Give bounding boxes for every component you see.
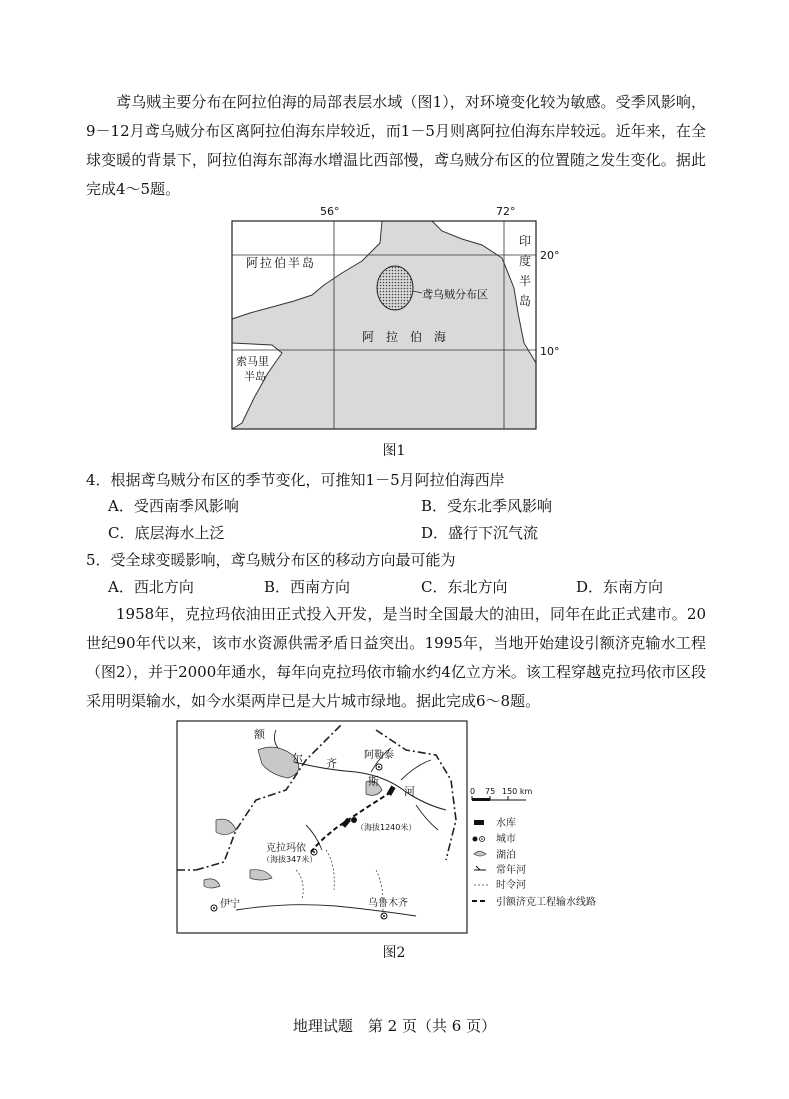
fig2-legend-city: 城市: [496, 834, 516, 845]
fig2-scale-150: 150 km: [502, 787, 533, 796]
fig2-river-char-4: 斯: [368, 775, 379, 788]
fig1-label-somali-2: 半岛: [244, 370, 266, 383]
page-footer: 地理试题 第 2 页（共 6 页）: [292, 1017, 497, 1035]
passage-2: 1958年，克拉玛依油田正式投入开发，是当时全国最大的油田，同年在此正式建市。20世纪90年代以来，该市水资源供需矛盾日益突出。1995年，当地开始建设引额济克输水工程（图2），并于2000年通水，每年向克拉玛依市输水约4亿立方米。该工程穿越克拉玛依市区段采用明渠输水，如今水渠两岸已是大片城市绿地。据此完成6～8题。: [86, 605, 706, 710]
fig1-label-india-3: 半: [519, 274, 532, 288]
question-4-option-a: A．受西南季风影响: [108, 497, 239, 515]
fig1-lat-10: 10°: [540, 345, 560, 358]
fig1-label-india-4: 岛: [519, 294, 532, 308]
fig1-label-arabia: 阿拉伯半岛: [246, 256, 317, 270]
fig2-city-karamay: 克拉玛依: [266, 843, 306, 854]
question-5-option-b: B．西南方向: [264, 578, 351, 596]
fig2-legend-reservoir: 水库: [496, 818, 516, 829]
fig2-legend-water-line: 引额济克工程输水线路: [496, 897, 596, 908]
fig2-legend-seasonal-river: 时令河: [496, 880, 526, 891]
fig2-legend-permanent-river: 常年河: [496, 865, 526, 876]
question-4-option-d: D．盛行下沉气流: [421, 524, 539, 542]
fig2-city-yining: 伊宁: [220, 899, 240, 910]
fig2-river-char-3: 齐: [326, 757, 337, 770]
fig1-lat-20: 20°: [540, 249, 560, 262]
fig2-city-altay: 阿勒泰: [364, 750, 394, 761]
fig2-legend-lake: 湖泊: [496, 850, 516, 861]
fig2-river-char-2: 尔: [292, 752, 303, 765]
fig2-scale-75: 75: [485, 787, 496, 796]
question-5-stem: 5．受全球变暖影响，鸢乌贼分布区的移动方向最可能为: [86, 551, 456, 569]
fig2-karamay-elevation: （海拔347米）: [262, 855, 318, 864]
fig1-label-india-2: 度: [519, 254, 532, 268]
fig1-label-india-1: 印: [519, 234, 532, 248]
fig2-reservoir-elevation: （海拔1240米）: [356, 823, 417, 832]
fig2-river-char-1: 额: [254, 728, 265, 741]
figure-1-map: [232, 203, 560, 437]
fig2-river-char-5: 河: [404, 785, 415, 798]
fig2-scale-0: 0: [470, 787, 476, 796]
fig1-label-sea: 阿 拉 伯 海: [362, 330, 447, 344]
figure-2-map: [176, 720, 596, 939]
passage-1: 鸢乌贼主要分布在阿拉伯海的局部表层水域（图1），对环境变化较为敏感。受季风影响，9－12月鸢乌贼分布区离阿拉伯海东岸较近，而1－5月则离阿拉伯海东岸较远。近年来，在全球变暖的背景下，阿拉伯海东部海水增温比西部慢，鸢乌贼分布区的位置随之发生变化。据此完成4～5题。: [86, 93, 706, 198]
question-4-option-b: B．受东北季风影响: [421, 497, 553, 515]
fig1-lon-56: 56°: [320, 205, 340, 218]
figure-2-caption: 图2: [382, 945, 406, 961]
question-4-option-c: C．底层海水上泛: [108, 524, 225, 542]
fig1-label-somali-1: 索马里: [236, 355, 269, 368]
question-5-option-d: D．东南方向: [576, 578, 664, 596]
question-5-option-a: A．西北方向: [108, 578, 194, 596]
question-4-stem: 4．根据鸢乌贼分布区的季节变化，可推知1－5月阿拉伯海西岸: [86, 471, 505, 489]
question-5-option-c: C．东北方向: [421, 578, 508, 596]
figure-1-caption: 图1: [382, 443, 406, 459]
fig1-label-squid: 鸢乌贼分布区: [422, 288, 488, 301]
fig2-city-urumqi: 乌鲁木齐: [368, 898, 408, 909]
fig1-lon-72: 72°: [496, 205, 516, 218]
